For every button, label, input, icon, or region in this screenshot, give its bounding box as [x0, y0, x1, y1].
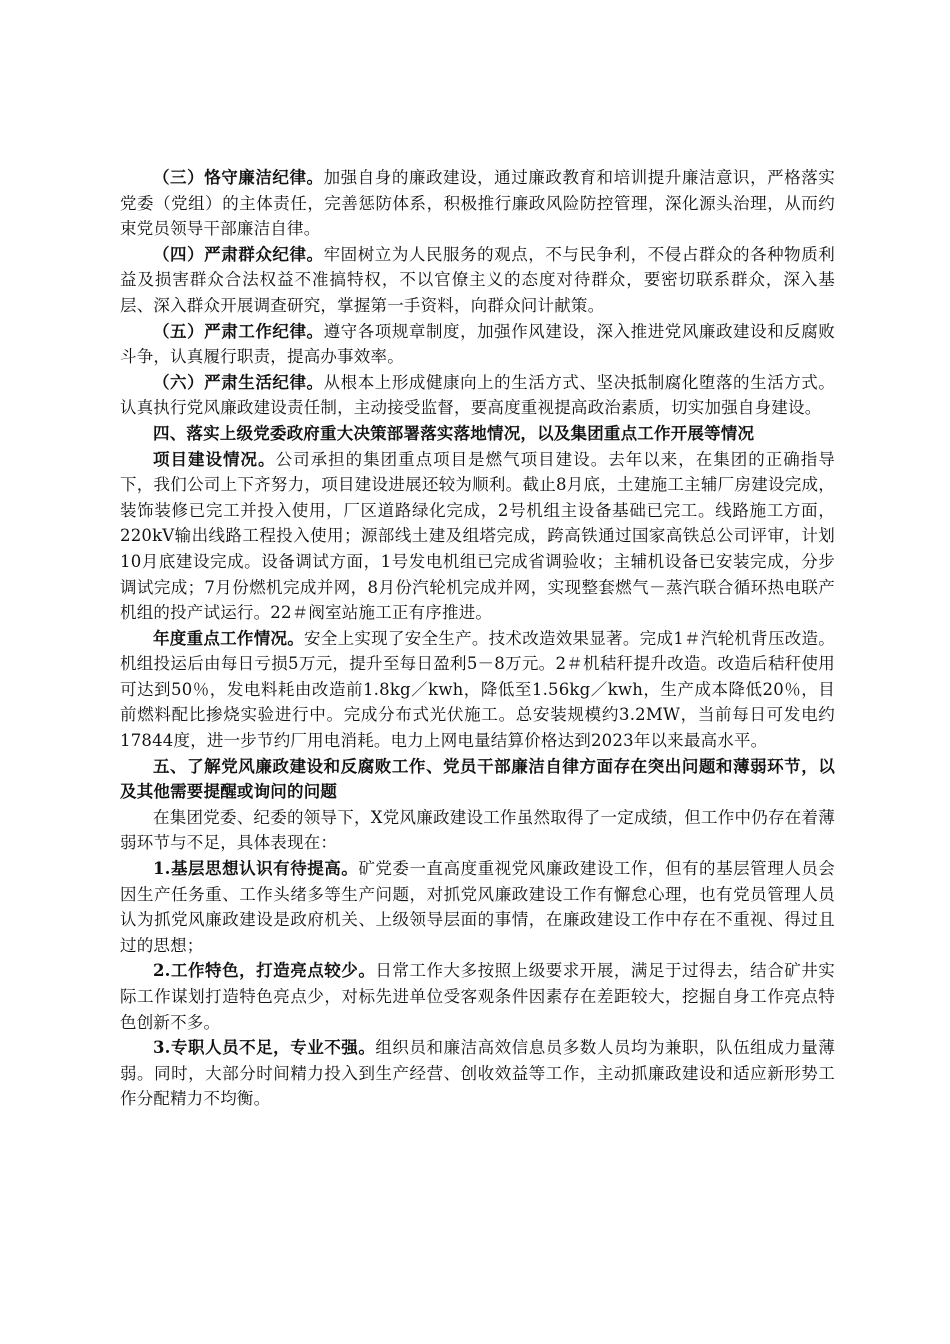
paragraph-lead: 年度重点工作情况。	[153, 628, 305, 648]
paragraph-annual-key-work	[120, 626, 835, 754]
paragraph-text: 牢固树立为人民服务的观点，不与民争利，不侵占群众的各种物质利益及损害群众合法权益不准搞特权，不以官僚主义的态度对待群众，要密切联系群众，深入基层、深入群众开展调查研究，掌握第一手资料，向群众问计献策。	[120, 244, 836, 315]
paragraph-lead: 2.工作特色，打造亮点较少。	[153, 961, 376, 981]
section-heading-four	[120, 421, 835, 447]
paragraph-text: 矿党委一直高度重视党风廉政建设工作，但有的基层管理人员会因生产任务重、工作头绪多等生产问题，对抓党风廉政建设工作有懈怠心理，也有党员管理人员认为抓党风廉政建设是政府机关、上级领导层面的事情，在廉政建设工作中存在不重视、得过且过的思想；	[120, 859, 836, 955]
paragraph-project-construction	[120, 447, 835, 626]
paragraph-text: 公司承担的集团重点项目是燃气项目建设。去年以来，在集团的正确指导下，我们公司上下齐努力，项目建设进展还较为顺利。截止8月底，土建施工主辅厂房建设完成，装饰装修已完工并投入使用，厂区道路绿化完成，2号机组主设备基础已完工。线路施工方面，220kV输出线路工程投入使用；源部线土建及组塔完成，跨高铁通过国家高铁总公司评审，计划10月底建设完成。设备调试方面，1号发电机组已完成省调验收；主辅机设备已安装完成，分步调试完成；7月份燃机完成并网，8月份汽轮机完成并网，实现整套燃气－蒸汽联合循环热电联产机组的投产试运行。22＃阀室站施工正有序推进。	[120, 449, 835, 623]
section-heading-five	[120, 754, 835, 805]
section-heading-text: 四、落实上级党委政府重大决策部署落实落地情况，以及集团重点工作开展等情况	[153, 423, 755, 443]
paragraph-text: 日常工作大多按照上级要求开展，满足于过得去，结合矿井实际工作谋划打造特色亮点少，对标先进单位受客观条件因素存在差距较大，挖掘自身工作亮点特色创新不多。	[120, 961, 835, 1032]
paragraph-text: 从根本上形成健康向上的生活方式、坚决抵制腐化堕落的生活方式。认真执行党风廉政建设责任制，主动接受监督，要高度重视提高政治素质，切实加强自身建设。	[120, 372, 836, 418]
paragraph-lead: （六）严肃生活纪律。	[153, 372, 324, 392]
paragraph-intro-weaknesses	[120, 805, 835, 856]
paragraph-work-discipline	[120, 319, 835, 370]
paragraph-lead: （三）恪守廉洁纪律。	[153, 168, 324, 187]
paragraph-item-3	[120, 1035, 835, 1112]
paragraph-life-discipline	[120, 370, 835, 421]
paragraph-text: 组织员和廉洁高效信息员多数人员均为兼职，队伍组成力量薄弱。同时，大部分时间精力投入到生产经营、创收效益等工作，主动抓廉政建设和适应新形势工作分配精力不均衡。	[120, 1038, 835, 1109]
paragraph-item-1	[120, 856, 835, 958]
paragraph-lead: （四）严肃群众纪律。	[153, 244, 324, 264]
paragraph-text: 遵守各项规章制度，加强作风建设，深入推进党风廉政建设和反腐败斗争，认真履行职责，提高办事效率。	[120, 321, 836, 367]
paragraph-lead: （五）严肃工作纪律。	[153, 321, 324, 341]
paragraph-text: 在集团党委、纪委的领导下，X党风廉政建设工作虽然取得了一定成绩，但工作中仍存在着薄弱环节与不足，具体表现在：	[120, 807, 835, 853]
paragraph-integrity-discipline	[120, 165, 835, 242]
document-body	[120, 165, 835, 1112]
paragraph-mass-discipline	[120, 242, 835, 319]
paragraph-text: 加强自身的廉政建设，通过廉政教育和培训提升廉洁意识，严格落实党委（党组）的主体责任，完善惩防体系，积极推行廉政风险防控管理，深化源头治理，从而约束党员领导干部廉洁自律。	[120, 168, 836, 239]
paragraph-lead: 1.基层思想认识有待提高。	[153, 859, 359, 879]
paragraph-lead: 项目建设情况。	[153, 449, 276, 469]
paragraph-lead: 3.专职人员不足，专业不强。	[153, 1038, 376, 1058]
paragraph-text: 安全上实现了安全生产。技术改造效果显著。完成1＃汽轮机背压改造。机组投运后由每日亏损5万元，提升至每日盈利5－8万元。2＃机秸秆提升改造。改造后秸秆使用可达到50％，发电料耗由改造前1.8kg／kwh，降低至1.56kg／kwh，生产成本降低20％，目前燃料配比掺烧实验进行中。完成分布式光伏施工。总安装规模约3.2MW，当前每日可发电约17844度，进一步节约厂用电消耗。电力上网电量结算价格达到2023年以来最高水平。	[120, 628, 835, 751]
section-heading-text: 五、了解党风廉政建设和反腐败工作、党员干部廉洁自律方面存在突出问题和薄弱环节，以及其他需要提醒或询问的问题	[120, 756, 835, 802]
paragraph-item-2	[120, 958, 835, 1035]
